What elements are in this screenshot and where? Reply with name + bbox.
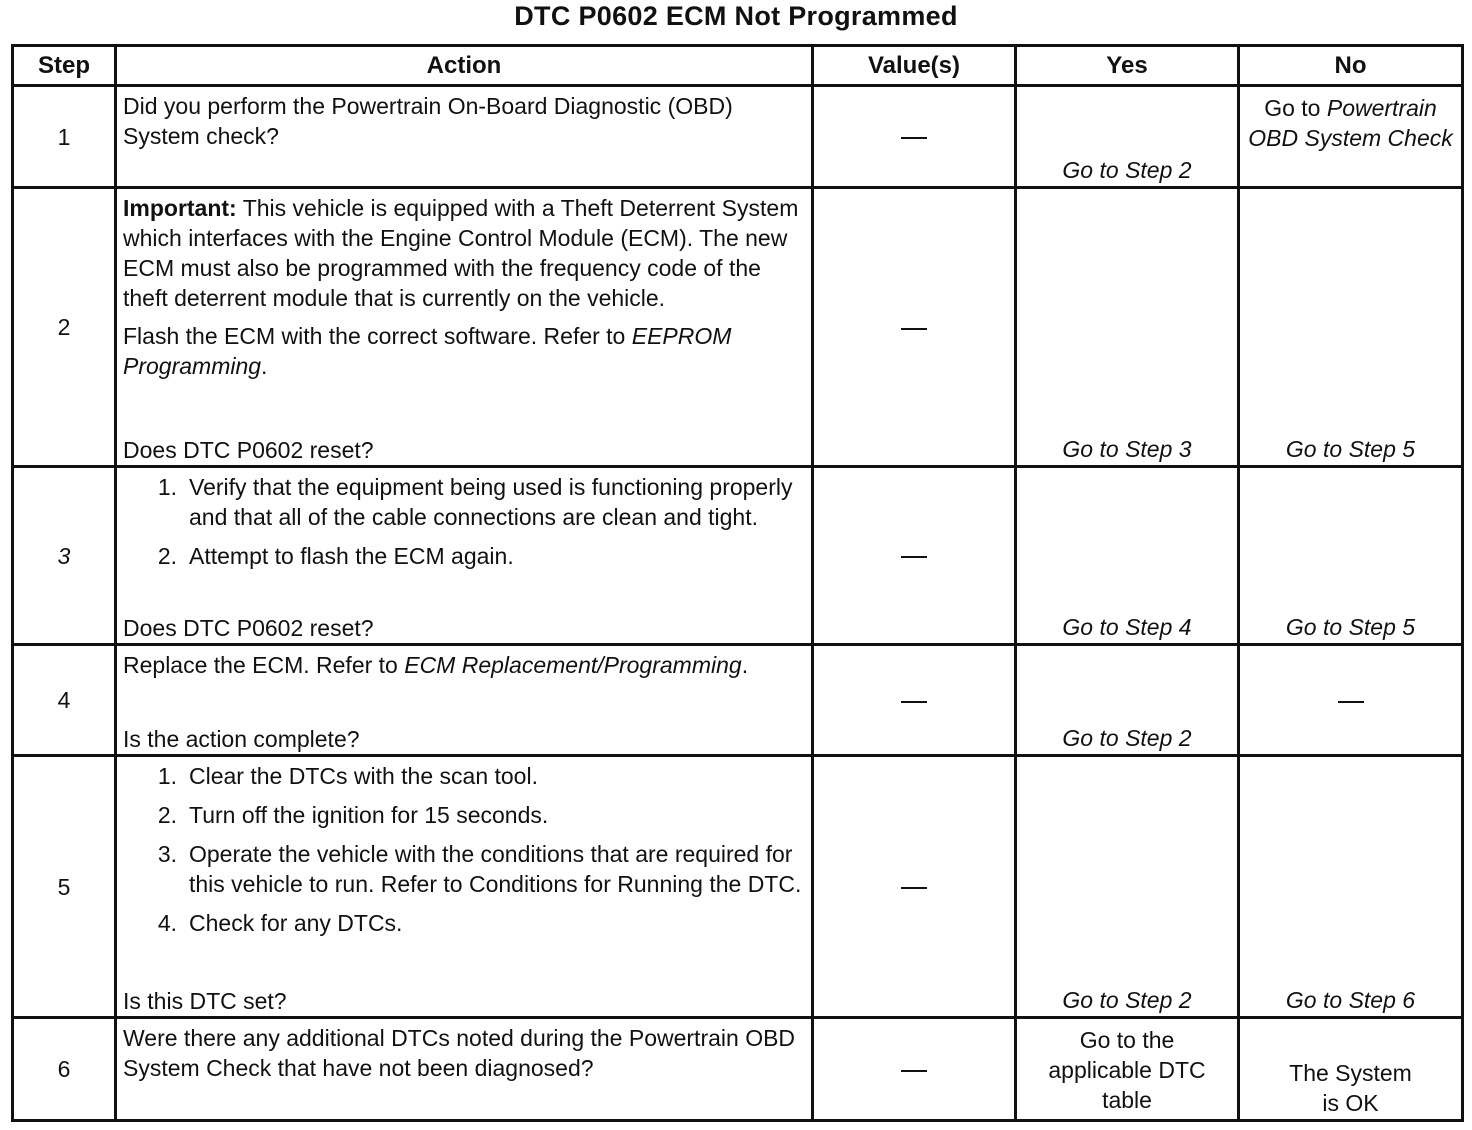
no-cell xyxy=(1239,645,1463,756)
list-item xyxy=(123,541,805,571)
value-dash xyxy=(901,1070,927,1072)
question-text: Is the action complete? xyxy=(123,726,360,752)
yes-link[interactable]: Go to Step 2 xyxy=(1062,987,1192,1013)
header-yes: Yes xyxy=(1016,46,1239,86)
list-item xyxy=(123,839,805,899)
action-text: Did you perform the Powertrain On-Board Diagnostic (OBD) System check? xyxy=(123,93,733,149)
yes-cell xyxy=(1016,756,1239,1018)
list-item-number: 1. xyxy=(157,763,177,789)
header-step: Step xyxy=(13,46,116,86)
important-note xyxy=(123,193,805,313)
eeprom-programming-link[interactable]: EEPROM Programming xyxy=(123,323,732,379)
no-link-prefix: Go to xyxy=(1264,95,1327,121)
action-text: Were there any additional DTCs noted during the Powertrain OBD System Check that have not been diagnosed? xyxy=(123,1025,796,1081)
no-cell xyxy=(1239,756,1463,1018)
yes-cell xyxy=(1016,1018,1239,1121)
table-row-step-4 xyxy=(13,645,1463,756)
yes-link[interactable]: Go to Step 4 xyxy=(1062,614,1192,640)
value-cell xyxy=(813,467,1016,645)
value-cell xyxy=(813,188,1016,467)
list-item-number: 2. xyxy=(157,802,177,828)
list-item-text: Operate the vehicle with the conditions that are required for this vehicle to run. Refer to Conditions for Running the DTC. xyxy=(189,841,802,897)
list-item xyxy=(123,761,805,791)
table-row-step-3 xyxy=(13,467,1463,645)
yes-link[interactable]: Go to Step 3 xyxy=(1062,436,1192,462)
step-number: 2 xyxy=(13,188,116,467)
action-text: Replace the ECM. Refer to xyxy=(123,652,405,678)
value-dash xyxy=(901,887,927,889)
no-cell xyxy=(1239,86,1463,188)
page-title: DTC P0602 ECM Not Programmed xyxy=(514,1,958,31)
step-number: 6 xyxy=(13,1018,116,1121)
list-item xyxy=(123,472,805,532)
list-item-text: Turn off the ignition for 15 seconds. xyxy=(189,802,549,828)
yes-link[interactable]: Go to the applicable DTC table xyxy=(1048,1027,1206,1113)
list-item-text: Attempt to flash the ECM again. xyxy=(189,543,514,569)
list-item-number: 1. xyxy=(157,474,177,500)
no-result: The System is OK xyxy=(1289,1060,1412,1116)
value-dash xyxy=(901,328,927,330)
yes-cell xyxy=(1016,188,1239,467)
flash-end: . xyxy=(261,353,268,379)
no-link[interactable] xyxy=(1240,87,1461,154)
replace-instruction xyxy=(123,650,805,680)
important-text: This vehicle is equipped with a Theft Deterrent System which interfaces with the Engine Control Module (ECM). The new ECM must also be programmed with the frequency code of the theft deterrent module that is currently on the vehicle. xyxy=(123,195,799,311)
table-row-step-6 xyxy=(13,1018,1463,1121)
no-link[interactable]: Go to Step 6 xyxy=(1285,987,1416,1013)
yes-link[interactable]: Go to Step 2 xyxy=(1062,157,1192,183)
list-item-text: Verify that the equipment being used is functioning properly and that all of the cable connections are clean and tight. xyxy=(189,474,793,530)
yes-cell xyxy=(1016,86,1239,188)
flash-text: Flash the ECM with the correct software. Refer to xyxy=(123,323,632,349)
list-item-text: Clear the DTCs with the scan tool. xyxy=(189,763,538,789)
action-cell xyxy=(116,645,813,756)
action-cell xyxy=(116,188,813,467)
action-cell xyxy=(116,1018,813,1121)
ecm-replacement-link[interactable]: ECM Replacement/Programming xyxy=(404,652,742,678)
step-number: 3 xyxy=(13,467,116,645)
list-item xyxy=(123,908,805,938)
no-link[interactable]: Go to Step 5 xyxy=(1285,436,1416,462)
yes-cell xyxy=(1016,645,1239,756)
list-item-number: 4. xyxy=(157,910,177,936)
step-number: 5 xyxy=(13,756,116,1018)
no-link[interactable]: Go to Step 5 xyxy=(1285,614,1416,640)
value-cell xyxy=(813,86,1016,188)
action-cell xyxy=(116,756,813,1018)
list-item-text: Check for any DTCs. xyxy=(189,910,403,936)
header-values: Value(s) xyxy=(813,46,1016,86)
list-item xyxy=(123,800,805,830)
instruction-list xyxy=(123,472,805,580)
instruction-list xyxy=(123,761,805,947)
flash-instruction xyxy=(123,321,805,381)
header-action: Action xyxy=(116,46,813,86)
no-cell xyxy=(1239,188,1463,467)
value-dash xyxy=(901,701,927,703)
action-cell xyxy=(116,86,813,188)
header-no: No xyxy=(1239,46,1463,86)
header-row xyxy=(13,46,1463,86)
value-cell xyxy=(813,756,1016,1018)
table-row-step-1 xyxy=(13,86,1463,188)
value-cell xyxy=(813,645,1016,756)
yes-cell xyxy=(1016,467,1239,645)
no-link-ref: Powertrain OBD System Check xyxy=(1248,95,1453,151)
question-text: Does DTC P0602 reset? xyxy=(123,437,374,463)
diagnostic-table xyxy=(11,44,1464,1122)
question-text: Does DTC P0602 reset? xyxy=(123,615,374,641)
table-row-step-2 xyxy=(13,188,1463,467)
action-end: . xyxy=(741,652,749,678)
value-dash xyxy=(901,556,927,558)
value-dash xyxy=(901,137,927,139)
step-number: 4 xyxy=(13,645,116,756)
important-label: Important: xyxy=(123,195,237,221)
action-cell xyxy=(116,467,813,645)
no-cell xyxy=(1239,467,1463,645)
question-text: Is this DTC set? xyxy=(123,988,287,1014)
yes-link[interactable]: Go to Step 2 xyxy=(1062,725,1192,751)
no-cell xyxy=(1239,1018,1463,1121)
no-dash xyxy=(1338,701,1364,703)
list-item-number: 2. xyxy=(157,543,177,569)
value-cell xyxy=(813,1018,1016,1121)
table-row-step-5 xyxy=(13,756,1463,1018)
step-number: 1 xyxy=(13,86,116,188)
list-item-number: 3. xyxy=(157,841,177,867)
